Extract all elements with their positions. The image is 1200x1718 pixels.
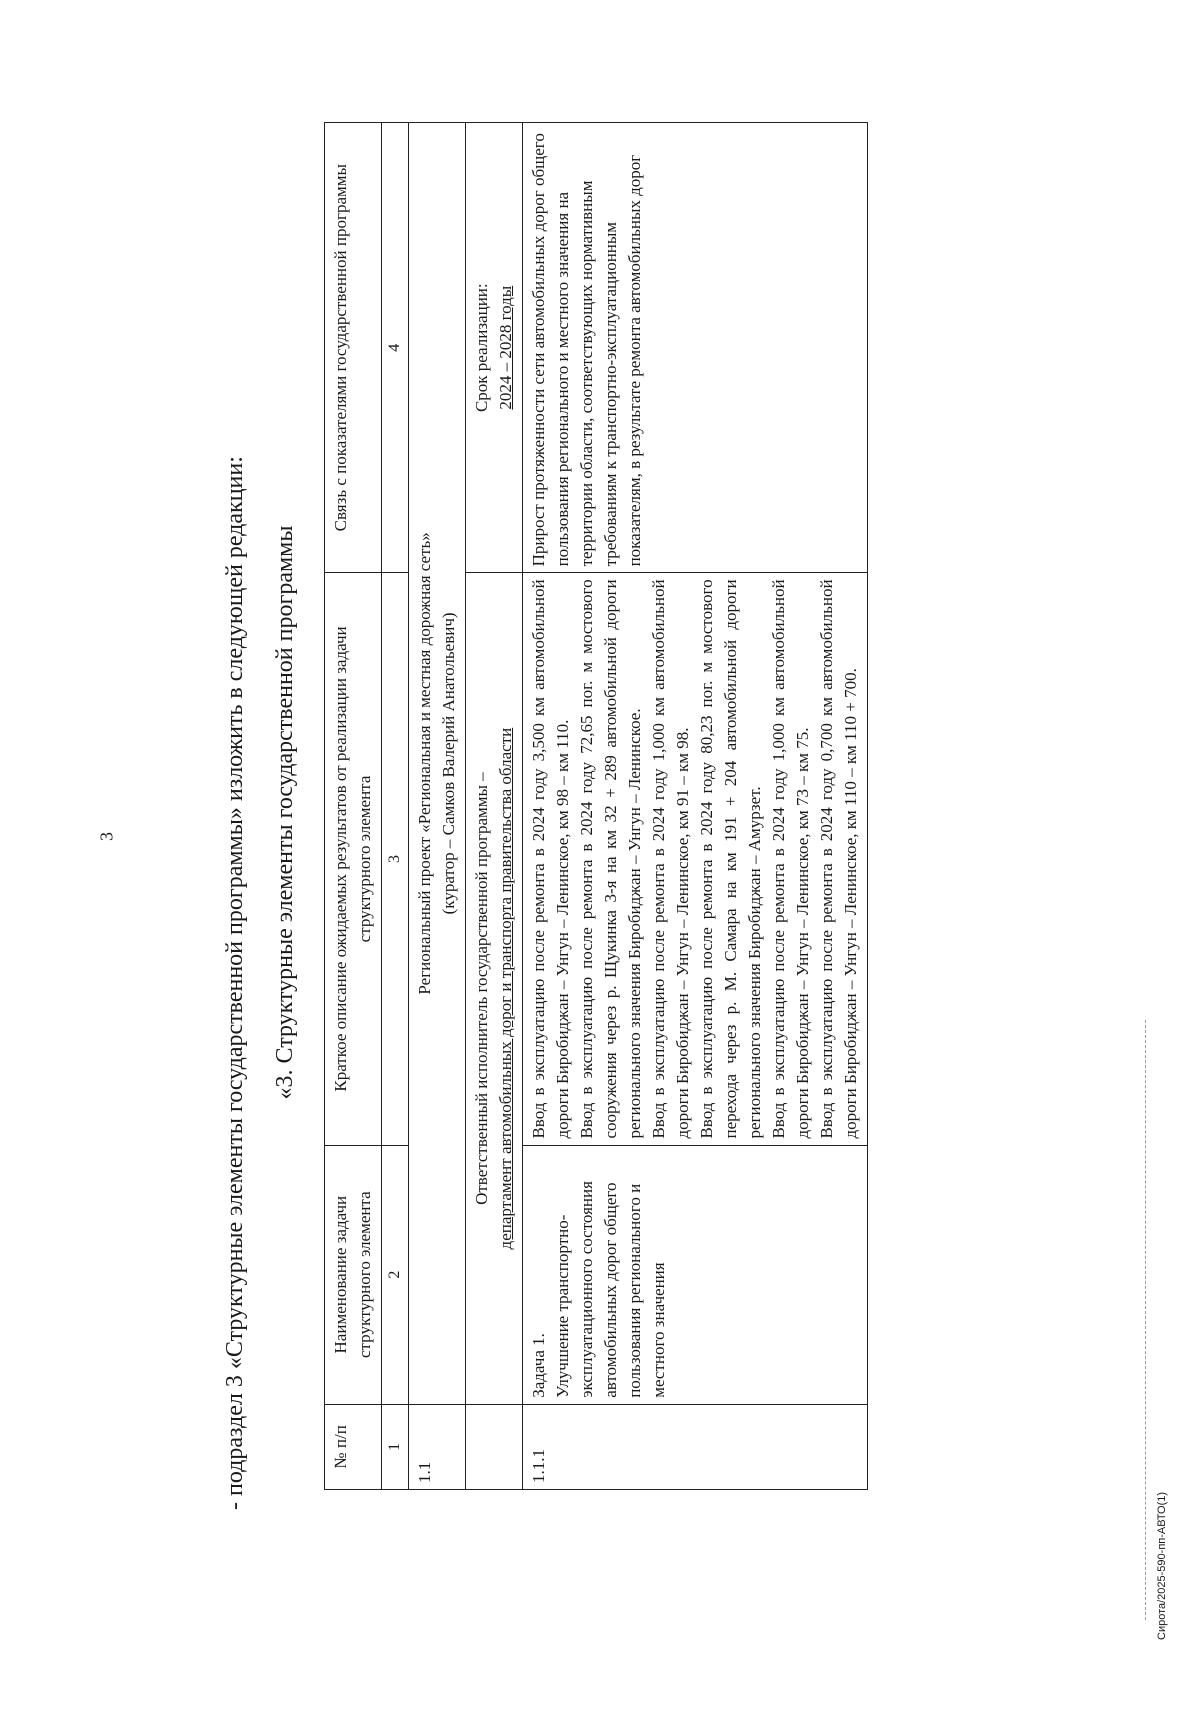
term-cell [466, 123, 523, 573]
footer-divider [1145, 1020, 1147, 1620]
project-title: Региональный проект «Региональная и местная дорожная сеть» [415, 532, 434, 995]
structure-table [324, 122, 868, 1490]
link-cell: Прирост протяженности сети автомобильных дорог общего пользования регионального и местного значения на территории области, соответствующих нормативным требованиям к транспортно-эксплуатационным показателям, в результате ремонта автомобильных дорог [523, 123, 868, 573]
project-row [409, 123, 466, 1490]
column-number: 1 [382, 1404, 409, 1489]
column-numbers-row [382, 123, 409, 1490]
result-item: Ввод в эксплуатацию после ремонта в 2024 году 80,23 пог. м мостового перехода через р. М. Самара на км 191 + 204 автомобильной дороги регионального значения Биробиджан – Амурзет. [697, 579, 764, 1139]
project-curator: (куратор – Самков Валерий Анатольевич) [439, 612, 458, 915]
section-title: «3. Структурные элементы государственной программы [272, 525, 298, 1100]
project-cell [409, 123, 466, 1405]
task-text: Улучшение транспортно-эксплуатационного состояния автомобильных дорог общего пользования регионального и местного значения [553, 1181, 668, 1398]
result-item: Ввод в эксплуатацию после ремонта в 2024 году 72,65 пог. м мостового сооружения через р. Щукинка 3-я на км 32 + 289 автомобильной дороги регионального значения Биробиджан – Унгун – Ленинское. [577, 579, 644, 1139]
page-number: 3 [96, 832, 117, 841]
executor-row [466, 123, 523, 1490]
column-number: 4 [382, 123, 409, 573]
footer-code: Сирота/2025-590-пп-АВТО(1) [1156, 1491, 1168, 1640]
intro-text: - подраздел 3 «Структурные элементы государственной программы» изложить в следующей редакции: [222, 456, 248, 1510]
results-cell [523, 573, 868, 1145]
result-item: Ввод в эксплуатацию после ремонта в 2024 году 1,000 км автомобильной дороги Биробиджан – Унгун – Ленинское, км 91 – км 98. [649, 579, 692, 1139]
executor-label: Ответственный исполнитель государственной программы – [472, 772, 491, 1205]
task-title: Задача 1. [529, 1333, 548, 1398]
task-num: 1.1.1 [523, 1404, 868, 1489]
header-task-name: Наименование задачи структурного элемента [325, 1145, 382, 1404]
result-item: Ввод в эксплуатацию после ремонта в 2024 году 1,000 км автомобильной дороги Биробиджан – Унгун – Ленинское, км 73 – км 75. [769, 579, 812, 1139]
executor-empty-cell [466, 1404, 523, 1489]
result-item: Ввод в эксплуатацию после ремонта в 2024 году 3,500 км автомобильной дороги Биробиджан – Унгун – Ленинское, км 98 – км 110. [529, 579, 572, 1139]
rotated-content [220, 115, 1120, 1510]
executor-cell [466, 573, 523, 1404]
column-number: 2 [382, 1145, 409, 1404]
executor-department: департамент автомобильных дорог и транспорта правительства области [496, 727, 515, 1250]
task-row [523, 123, 868, 1490]
result-item: Ввод в эксплуатацию после ремонта в 2024 году 0,700 км автомобильной дороги Биробиджан – Унгун – Ленинское, км 110 – км 110 + 700. [817, 579, 860, 1139]
header-no: № п/п [325, 1404, 382, 1489]
term-value: 2024 – 2028 годы [496, 285, 515, 410]
table-header-row [325, 123, 382, 1490]
term-label: Срок реализации: [472, 283, 491, 413]
column-number: 3 [382, 573, 409, 1145]
header-link: Связь с показателями государственной программы [325, 123, 382, 573]
task-cell [523, 1145, 868, 1404]
project-num: 1.1 [409, 1404, 466, 1489]
header-description: Краткое описание ожидаемых результатов от реализации задачи структурного элемента [325, 573, 382, 1145]
